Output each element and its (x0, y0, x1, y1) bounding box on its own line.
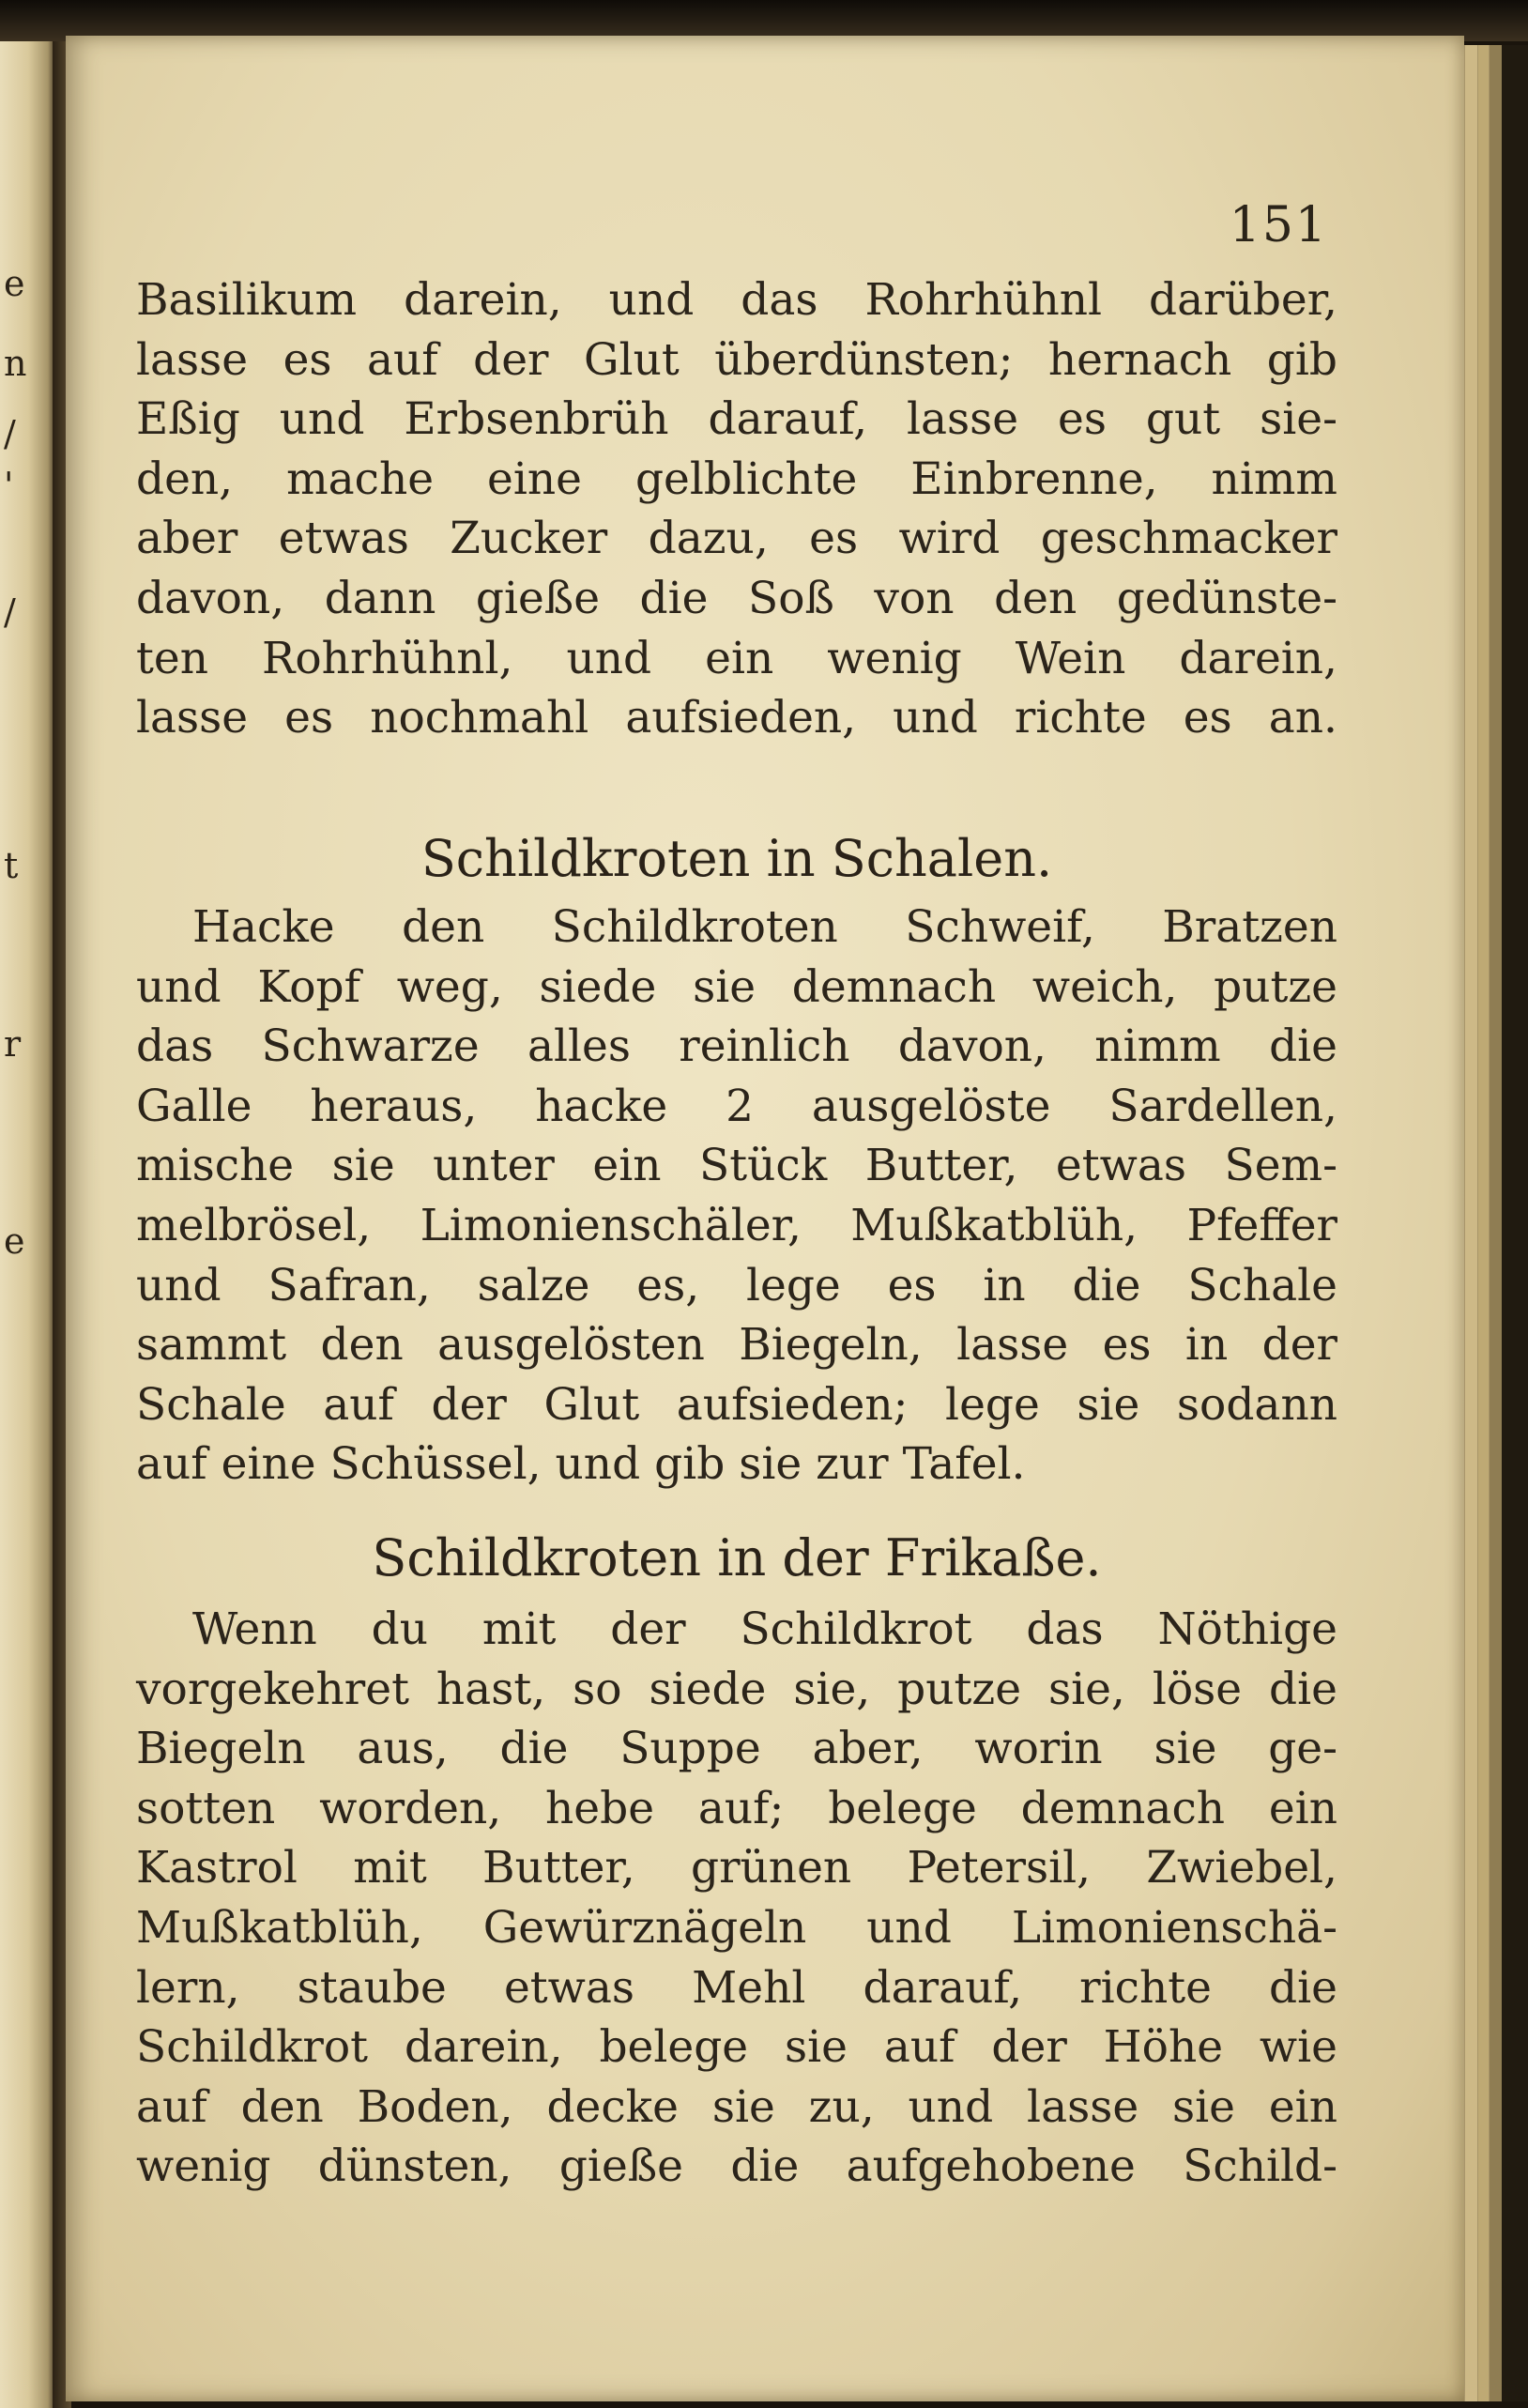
text-line: den, mache eine gelblichte Einbrenne, nimm (136, 452, 1337, 505)
text-line: mische sie unter ein Stück Butter, etwas Sem- (136, 1140, 1337, 1192)
text-line: und Kopf weg, siede sie demnach weich, putze (136, 960, 1337, 1013)
text-line: Kastrol mit Butter, grünen Petersil, Zwiebel, (136, 1842, 1337, 1894)
margin-mark: r (4, 1023, 22, 1065)
margin-mark: ' (4, 465, 14, 506)
section-heading: Schildkroten in der Frikaße. (372, 1528, 1102, 1587)
text-line: lern, staube etwas Mehl darauf, richte die (136, 1961, 1337, 2014)
text-line: wenig dünsten, gieße die aufgehobene Schild- (136, 2140, 1337, 2193)
left-page-edge (0, 0, 56, 2408)
text-line: davon, dann gieße die Soß von den gedünste- (136, 572, 1337, 624)
text-line: lasse es nochmahl aufsieden, und richte es an. (136, 692, 1337, 744)
paragraph-schildkroten-schalen (136, 897, 1337, 1495)
margin-mark: / (4, 591, 16, 633)
text-line: Schildkrot darein, belege sie auf der Höhe wie (136, 2021, 1337, 2074)
margin-mark: / (4, 413, 16, 454)
text-line: sotten worden, hebe auf; belege demnach ein (136, 1782, 1337, 1834)
text-line: Hacke den Schildkroten Schweif, Bratzen (192, 901, 1337, 953)
section-heading: Schildkroten in Schalen. (420, 829, 1053, 888)
text-line: auf eine Schüssel, und gib sie zur Tafel. (136, 1438, 1026, 1491)
text-line: melbrösel, Limonienschäler, Mußkatblüh, Pfeffer (136, 1199, 1337, 1251)
text-line: und Safran, salze es, lege es in die Schale (136, 1259, 1337, 1311)
page-stack-edge (1464, 45, 1478, 2401)
text-line: Schale auf der Glut aufsieden; lege sie sodann (136, 1378, 1337, 1431)
text-line: Mußkatblüh, Gewürznägeln und Limonienschä- (136, 1901, 1337, 1954)
text-line: aber etwas Zucker dazu, es wird geschmacker (136, 513, 1337, 565)
margin-mark: t (4, 845, 19, 886)
margin-mark: e (4, 1220, 25, 1262)
page-stack-edge (1489, 45, 1503, 2401)
text-line: lasse es auf der Glut überdünsten; hernach gib (136, 333, 1337, 386)
margin-mark: n (4, 343, 27, 384)
page-number: 151 (1229, 197, 1328, 253)
text-line: ten Rohrhühnl, und ein wenig Wein darein, (136, 632, 1337, 684)
text-line: Biegeln aus, die Suppe aber, worin sie ge- (136, 1723, 1337, 1775)
text-line: vorgekehret hast, so siede sie, putze sie, löse die (136, 1663, 1337, 1715)
text-line: Wenn du mit der Schildkrot das Nöthige (192, 1603, 1337, 1655)
text-line: Galle heraus, hacke 2 ausgelöste Sardellen, (136, 1080, 1337, 1132)
text-line: Eßig und Erbsenbrüh darauf, lasse es gut sie- (136, 393, 1337, 446)
paragraph-rohrhuehnl-continued (136, 270, 1337, 748)
text-line: Basilikum darein, und das Rohrhühnl darüber, (136, 274, 1337, 326)
book-page (66, 36, 1464, 2401)
text-line: auf den Boden, decke sie zu, und lasse sie ein (136, 2080, 1337, 2133)
margin-mark: e (4, 263, 25, 304)
text-line: das Schwarze alles reinlich davon, nimm die (136, 1020, 1337, 1073)
background-edge (1502, 45, 1528, 2401)
paragraph-schildkroten-frikasse (136, 1600, 1337, 2197)
text-line: sammt den ausgelösten Biegeln, lasse es in der (136, 1319, 1337, 1372)
